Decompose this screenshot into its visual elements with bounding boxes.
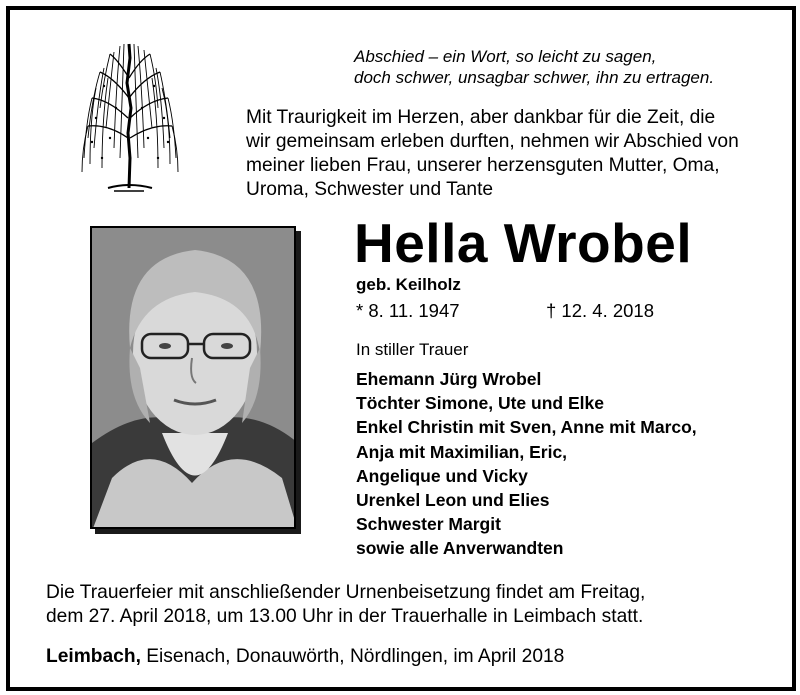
verse-line-2: doch schwer, unsagbar schwer, ihn zu ertragen. <box>354 68 715 87</box>
farewell-verse <box>354 46 774 88</box>
family-line: Anja mit Maximilian, Eric, <box>356 441 568 462</box>
family-list <box>356 367 786 561</box>
weeping-willow-icon <box>74 38 184 196</box>
family-line: Ehemann Jürg Wrobel <box>356 369 542 389</box>
portrait-photo-frame <box>90 226 300 532</box>
family-line: Töchter Simone, Ute und Elke <box>356 393 604 414</box>
family-line: Enkel Christin mit Sven, Anne mit Marco, <box>356 417 697 438</box>
portrait-photo <box>90 226 296 529</box>
place-rest: Eisenach, Donauwörth, Nördlingen, im April 2018 <box>140 646 565 667</box>
deceased-name: Hella Wrobel <box>354 212 693 274</box>
mourning-heading: In stiller Trauer <box>356 340 469 359</box>
intro-line: Uroma, Schwester und Tante <box>246 179 494 200</box>
verse-line-1: Abschied – ein Wort, so leicht zu sagen, <box>354 47 657 66</box>
birth-date: * 8. 11. 1947 <box>356 300 460 321</box>
service-line: Die Trauerfeier mit anschließender Urnenbeisetzung findet am Freitag, <box>46 582 646 603</box>
intro-line: meiner lieben Frau, unserer herzensguten Mutter, Oma, <box>246 155 720 176</box>
family-line: Angelique und Vicky <box>356 465 528 486</box>
place-town: Leimbach, <box>46 646 141 667</box>
intro-text <box>246 106 786 202</box>
death-date: † 12. 4. 2018 <box>546 300 655 321</box>
family-line: Schwester Margit <box>356 514 501 535</box>
intro-line: Mit Traurigkeit im Herzen, aber dankbar für die Zeit, die <box>246 107 716 128</box>
portrait-illustration <box>92 228 296 529</box>
maiden-name: geb. Keilholz <box>356 275 461 294</box>
place-and-date <box>46 646 564 668</box>
funeral-service-text <box>46 581 786 629</box>
family-line: sowie alle Anverwandten <box>356 538 564 559</box>
service-line: dem 27. April 2018, um 13.00 Uhr in der Trauerhalle in Leimbach statt. <box>46 606 644 627</box>
obituary-frame <box>6 6 796 691</box>
intro-line: wir gemeinsam erleben durften, nehmen wir Abschied von <box>246 131 739 152</box>
family-line: Urenkel Leon und Elies <box>356 490 550 511</box>
